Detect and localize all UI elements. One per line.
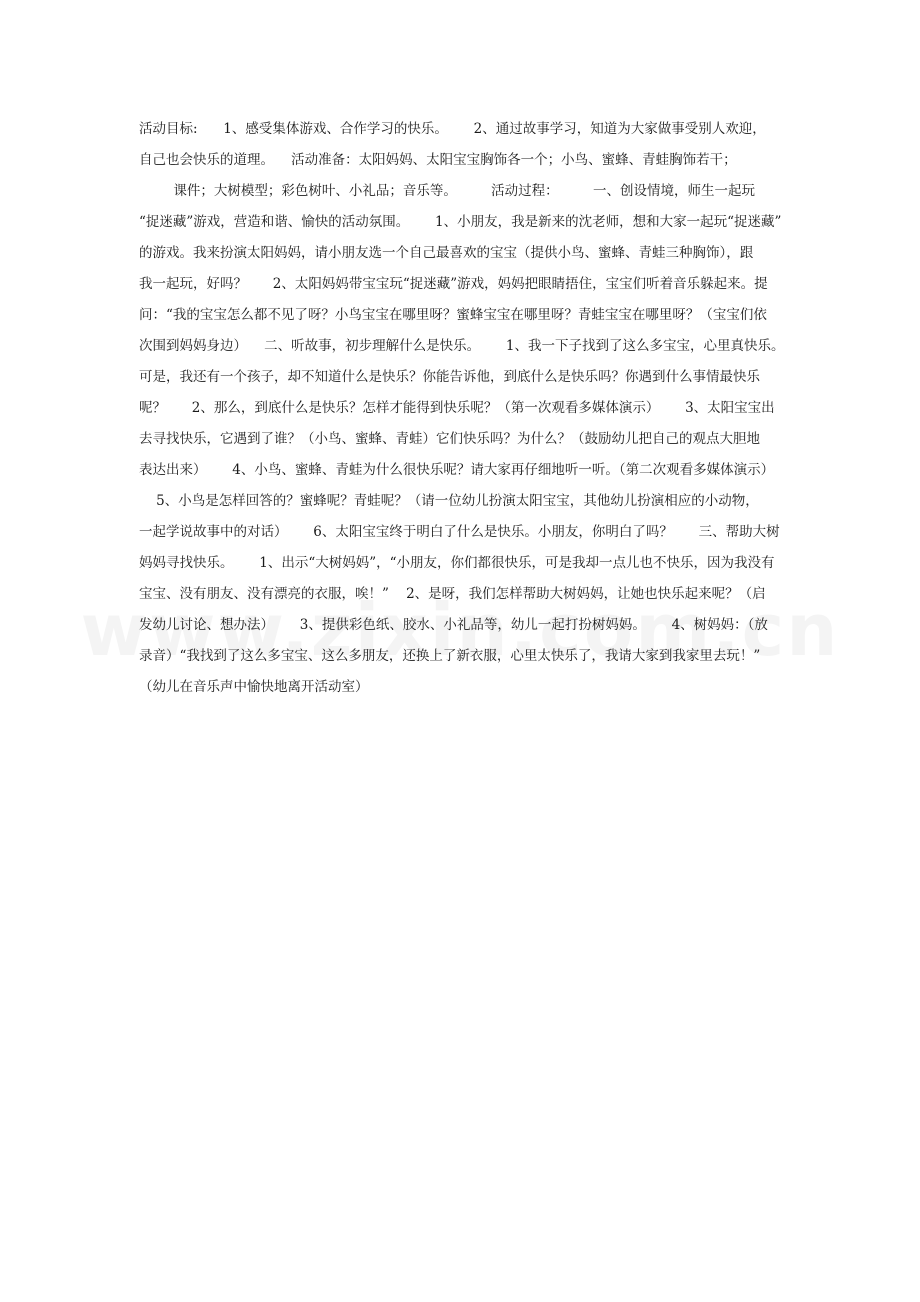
text-line: （幼儿在音乐声中愉快地离开活动室）: [139, 679, 369, 695]
text-line: 一起学说故事中的对话） 6、太阳宝宝终于明白了什么是快乐。小朋友，你明白了吗？ 三、帮助大树: [139, 524, 780, 540]
text-line: 去寻找快乐，它遇到了谁？（小鸟、蜜蜂、青蛙）它们快乐吗？为什么？（鼓励幼儿把自己的观点大胆地: [139, 431, 760, 447]
text-line: “捉迷藏”游戏，营造和谐、愉快的活动氛围。 1、小朋友，我是新来的沈老师，想和大家一起玩“捉迷藏”: [139, 214, 782, 230]
text-line: 录音）“我找到了这么多宝宝、这么多朋友，还换上了新衣服，心里太快乐了，我请大家到我家里去玩！”: [139, 648, 761, 664]
text-line: 可是，我还有一个孩子，却不知道什么是快乐？你能告诉他，到底什么是快乐吗？你遇到什么事情最快乐: [139, 369, 760, 385]
text-line: 的游戏。我来扮演太阳妈妈，请小朋友选一个自己最喜欢的宝宝（提供小鸟、蜜蜂、青蛙三种胸饰），跟: [139, 245, 754, 261]
text-line: 自己也会快乐的道理。 活动准备：太阳妈妈、太阳宝宝胸饰各一个；小鸟、蜜蜂、青蛙胸饰若干；: [139, 152, 737, 168]
text-line: 表达出来） 4、小鸟、蜜蜂、青蛙为什么很快乐呢？请大家再仔细地听一听。（第二次观看多媒体演示）: [139, 462, 775, 478]
text-line: 我一起玩，好吗？ 2、太阳妈妈带宝宝玩“捉迷藏”游戏，妈妈把眼睛捂住，宝宝们听着音乐躲起来。提: [139, 276, 768, 292]
text-line: 发幼儿讨论、想办法） 3、提供彩色纸、胶水、小礼品等，幼儿一起打扮树妈妈。 4、树妈妈：（放: [139, 617, 768, 633]
text-line: 课件；大树模型；彩色树叶、小礼品；音乐等。 活动过程： 一、创设情境，师生一起玩: [139, 183, 755, 199]
document-body: [139, 114, 789, 703]
text-line: 妈妈寻找快乐。 1、出示“大树妈妈”，“小朋友，你们都很快乐，可是我却一点儿也不快乐，因为我没有: [139, 555, 775, 571]
text-line: 活动目标: 1、感受集体游戏、合作学习的快乐。 2、通过故事学习，知道为大家做事受别人欢迎，: [139, 121, 766, 137]
text-line: 5、小鸟是怎样回答的？蜜蜂呢？青蛙呢？（请一位幼儿扮演太阳宝宝，其他幼儿扮演相应的小动物，: [139, 493, 759, 509]
text-line: 问：“我的宝宝怎么都不见了呀？小鸟宝宝在哪里呀？蜜蜂宝宝在哪里呀？青蛙宝宝在哪里呀？（宝宝们依: [139, 307, 767, 323]
text-line: 呢？ 2、那么，到底什么是快乐？怎样才能得到快乐呢？（第一次观看多媒体演示） 3、太阳宝宝出: [139, 400, 775, 416]
text-line: 宝宝、没有朋友、没有漂亮的衣服，唉！” 2、是呀，我们怎样帮助大树妈妈，让她也快乐起来呢？（启: [139, 586, 766, 602]
text-line: 次围到妈妈身边） 二、听故事，初步理解什么是快乐。 1、我一下子找到了这么多宝宝，心里真快乐。: [139, 338, 785, 354]
